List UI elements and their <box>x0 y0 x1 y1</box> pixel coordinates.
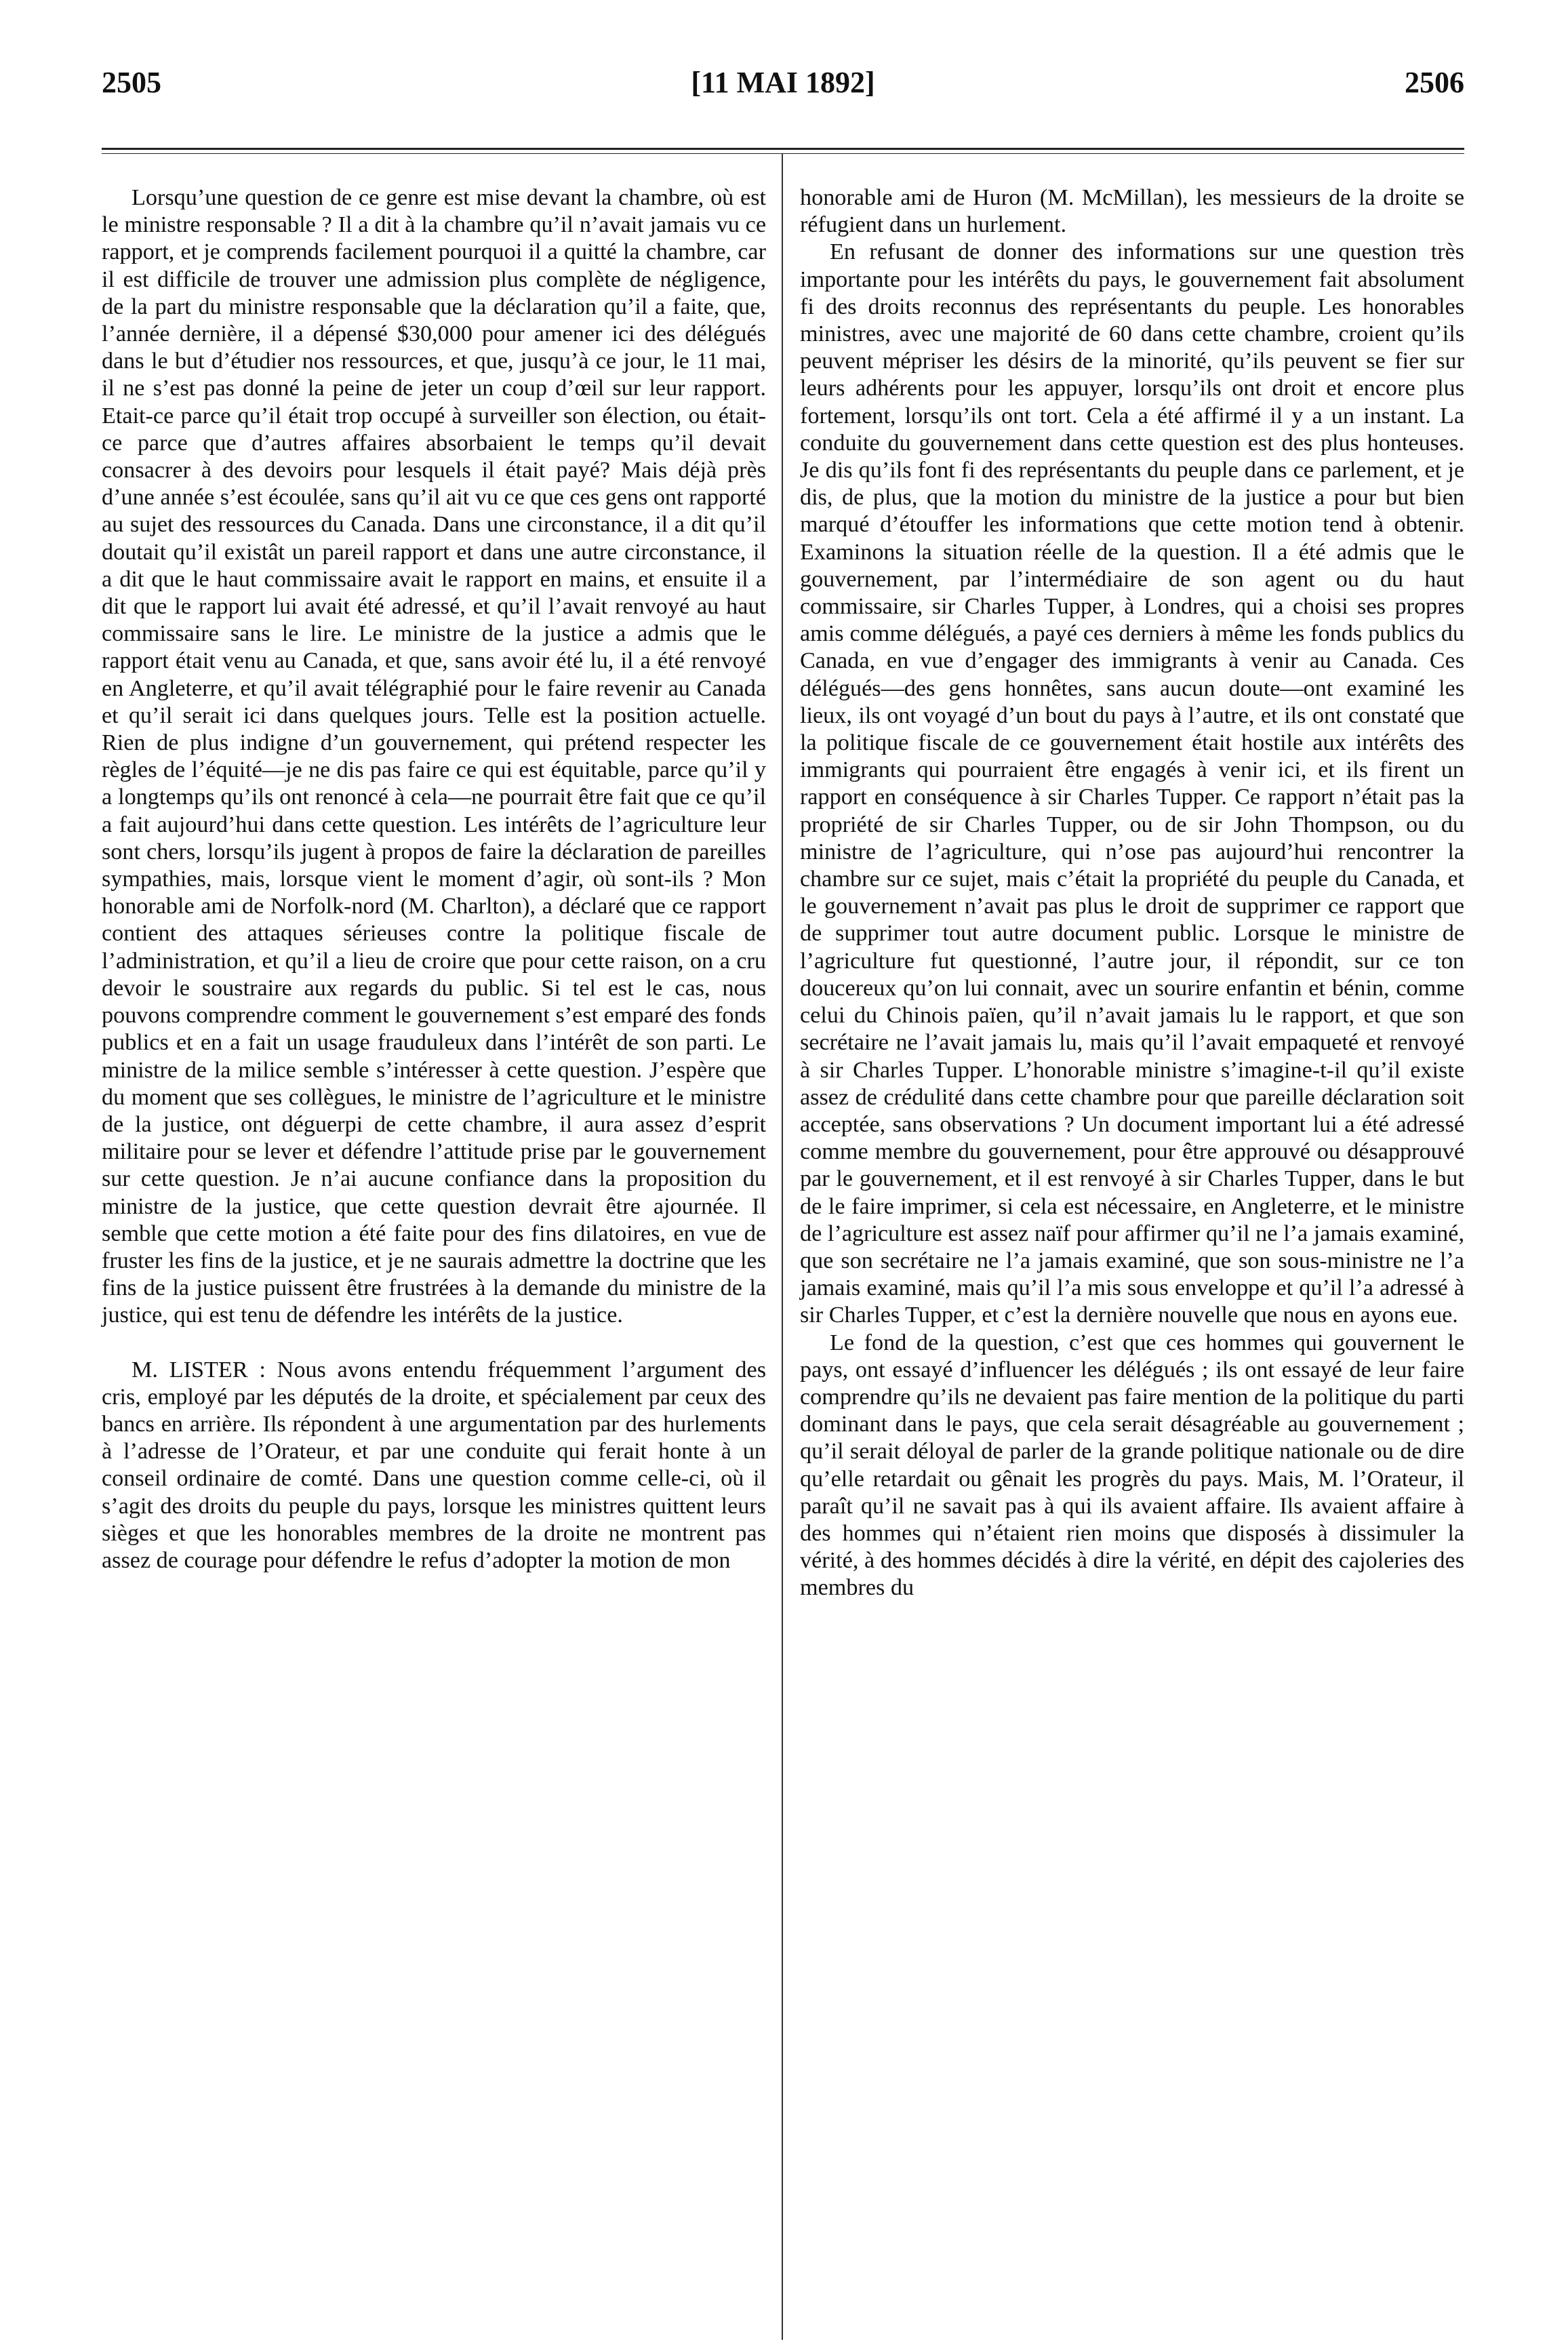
page-number-right: 2506 <box>1405 66 1464 99</box>
paragraph: En refusant de donner des informations sur une question très importante pour les intérêts du pays, le gouvernement fait absolument fi des droits reconnus des représentants du peuple. Les honorables ministres, avec une majorité de 60 dans cette chambre, croient qu’ils peuvent mépriser les désirs de la minorité, qu’ils peuvent se fier sur leurs adhérents pour les appuyer, lorsqu’ils ont droit et encore plus fortement, lorsqu’ils ont tort. Cela a été affirmé il y a un instant. La conduite du gouvernement dans cette question est des plus honteuses. Je dis qu’ils font fi des représentants du peuple dans ce parlement, et je dis, de plus, que la motion du ministre de la justice a pour but bien marqué d’étouffer les informations que cette motion tend à obtenir. Examinons la situation réelle de la question. Il a été admis que le gouvernement, par l’intermédiaire de son agent ou du haut commissaire, sir Charles Tupper, à Londres, qui a choisi ses propres amis comme délégués, a payé ces derniers à même les fonds publics du Canada, en vue d’engager des immigrants à venir au Canada. Ces délégués—des gens honnêtes, sans aucun doute—ont examiné les lieux, ils ont voyagé d’un bout du pays à l’autre, et ils ont constaté que la politique fiscale de ce gouvernement était hostile aux intérêts des immigrants qui pourraient être engagés à venir ici, et ils firent un rapport en conséquence à sir Charles Tupper. Ce rapport n’était pas la propriété de sir Charles Tupper, ou de sir John Thompson, ou du ministre de l’agriculture, qui n’ose pas aujourd’hui rencontrer la chambre sur ce sujet, mais c’était la propriété du peuple du Canada, et le gouvernement n’avait pas plus le droit de supprimer ce rapport que de supprimer tout autre document public. Lorsque le ministre de l’agriculture fut questionné, l’autre jour, il répondit, sur ce ton doucereux qu’on lui connait, avec un sourire enfantin et bénin, comme celui du Chinois païen, qu’il n’avait jamais lu le rapport, et que son secrétaire ne l’avait jamais lu, mais qu’il l’avait empaqueté et renvoyé à sir Charles Tupper. L’honorable ministre s’imagine-t-il qu’il existe assez de crédulité dans cette chambre pour que pareille déclaration soit acceptée, sans observations ? Un document important lui a été adressé comme membre du gouvernement, pour être approuvé ou désapprouvé par le gouvernement, et il est renvoyé à sir Charles Tupper, dans le but de le faire imprimer, si cela est nécessaire, en Angleterre, et le ministre de l’agriculture est assez naïf pour affirmer qu’il ne l’a jamais examiné, que son secrétaire ne l’a jamais examiné, que son sous-ministre ne l’a jamais examiné, mais qu’il l’a mis sous enveloppe et qu’il l’a adressé à sir Charles Tupper, et c’est la dernière nouvelle que nous en ayons eue. <box>800 239 1464 1328</box>
paragraph-lister <box>102 1357 766 1575</box>
right-column <box>800 184 1464 1602</box>
paragraph-continued: honorable ami de Huron (M. McMillan), les messieurs de la droite se réfugient dans un hurlement. <box>800 185 1464 238</box>
header-date: [11 MAI 1892] <box>691 66 875 99</box>
column-divider <box>782 153 783 2340</box>
header-rule-thin <box>102 153 1464 154</box>
header-rule-thick <box>102 148 1464 150</box>
page-header <box>102 65 1464 113</box>
speaker-name: M. LISTER <box>132 1357 248 1382</box>
paragraph: Le fond de la question, c’est que ces hommes qui gouvernent le pays, ont essayé d’influencer les délégués ; ils ont essayé de leur faire comprendre qu’ils ne devaient pas faire mention de la politique du parti dominant dans le pays, que cela serait désagréable au gouvernement ; qu’il serait déloyal de parler de la grande politique nationale ou de dire qu’elle retardait ou gênait les progrès du pays. Mais, M. l’Orateur, il paraît qu’il ne savait pas à qui ils avaient affaire. Ils avaient affaire à des hommes qui n’étaient rien moins que disposés à dissimuler la vérité, à des hommes décidés à dire la vérité, en dépit des cajoleries des membres du <box>800 1330 1464 1601</box>
paragraph: Lorsqu’une question de ce genre est mise devant la chambre, où est le ministre responsable ? Il a dit à la chambre qu’il n’avait jamais vu ce rapport, et je comprends facilement pourquoi il a quitté la chambre, car il est difficile de trouver une admission plus complète de négligence, de la part du ministre responsable que la déclaration qu’il a faite, que, l’année dernière, il a dépensé $30,000 pour amener ici des délégués dans le but d’étudier nos ressources, et que, jusqu’à ce jour, le 11 mai, il ne s’est pas donné la peine de jeter un coup d’œil sur leur rapport. Etait-ce parce qu’il était trop occupé à surveiller son élection, ou était-ce parce que d’autres affaires absorbaient le temps qu’il devait consacrer à des devoirs pour lesquels il était payé? Mais déjà près d’une année s’est écoulée, sans qu’il ait vu ce que ces gens ont rapporté au sujet des ressources du Canada. Dans une circonstance, il a dit qu’il doutait qu’il existât un pareil rapport et dans une autre circonstance, il a dit que le haut commissaire avait le rapport en mains, et ensuite il a dit que le rapport lui avait été adressé, et qu’il l’avait renvoyé au haut commissaire sans le lire. Le ministre de la justice a admis que le rapport était venu au Canada, et que, sans avoir été lu, il a été renvoyé en Angleterre, et qu’il avait télégraphié pour le faire revenir au Canada et qu’il serait ici dans quelques jours. Telle est la position actuelle. Rien de plus indigne d’un gouvernement, qui prétend respecter les règles de l’équité—je ne dis pas faire ce qui est équitable, parce qu’il y a longtemps qu’ils ont renoncé à cela—ne pourrait être fait que ce qu’il a fait aujourd’hui dans cette question. Les intérêts de l’agriculture leur sont chers, lorsqu’ils jugent à propos de faire la déclaration de pareilles sympathies, mais, lorsque vient le moment d’agir, où sont-ils ? Mon honorable ami de Norfolk-nord (M. Charlton), a déclaré que ce rapport contient des attaques sérieuses contre la politique fiscale de l’administration, et qu’il a lieu de croire que pour cette raison, on a cru devoir le soustraire aux regards du public. Si tel est le cas, nous pouvons comprendre comment le gouvernement s’est emparé des fonds publics et en a fait un usage frauduleux dans l’intérêt de son parti. Le ministre de la milice semble s’intéresser à cette question. J’espère que du moment que ses collègues, le ministre de l’agriculture et le ministre de la justice, ont déguerpi de cette chambre, il aura assez d’esprit militaire pour se lever et défendre l’attitude prise par le gouvernement sur cette question. Je n’ai aucune confiance dans la proposition du ministre de la justice, que cette question devrait être ajournée. Il semble que cette motion a été faite pour des fins dilatoires, en vue de fruster les fins de la justice, et je ne saurais admettre la doctrine que les fins de la justice puissent être frustrées à la demande du ministre de la justice, qui est tenu de défendre les intérêts de la justice. <box>102 185 766 1328</box>
page-number-left: 2505 <box>102 66 161 99</box>
left-column <box>102 184 766 1574</box>
speech-text: : Nous avons entendu fréquemment l’argument des cris, employé par les députés de la droite, et spécialement par ceux des bancs en arrière. Ils répondent à une argumentation par des hurlements à l’adresse de l’Orateur, et par une conduite qui ferait honte à un conseil ordinaire de comté. Dans une question comme celle-ci, où il s’agit des droits du peuple du pays, lorsque les ministres quittent leurs sièges et que les honorables membres de la droite ne montrent pas assez de courage pour défendre le refus d’adopter la motion de mon <box>102 1357 767 1573</box>
